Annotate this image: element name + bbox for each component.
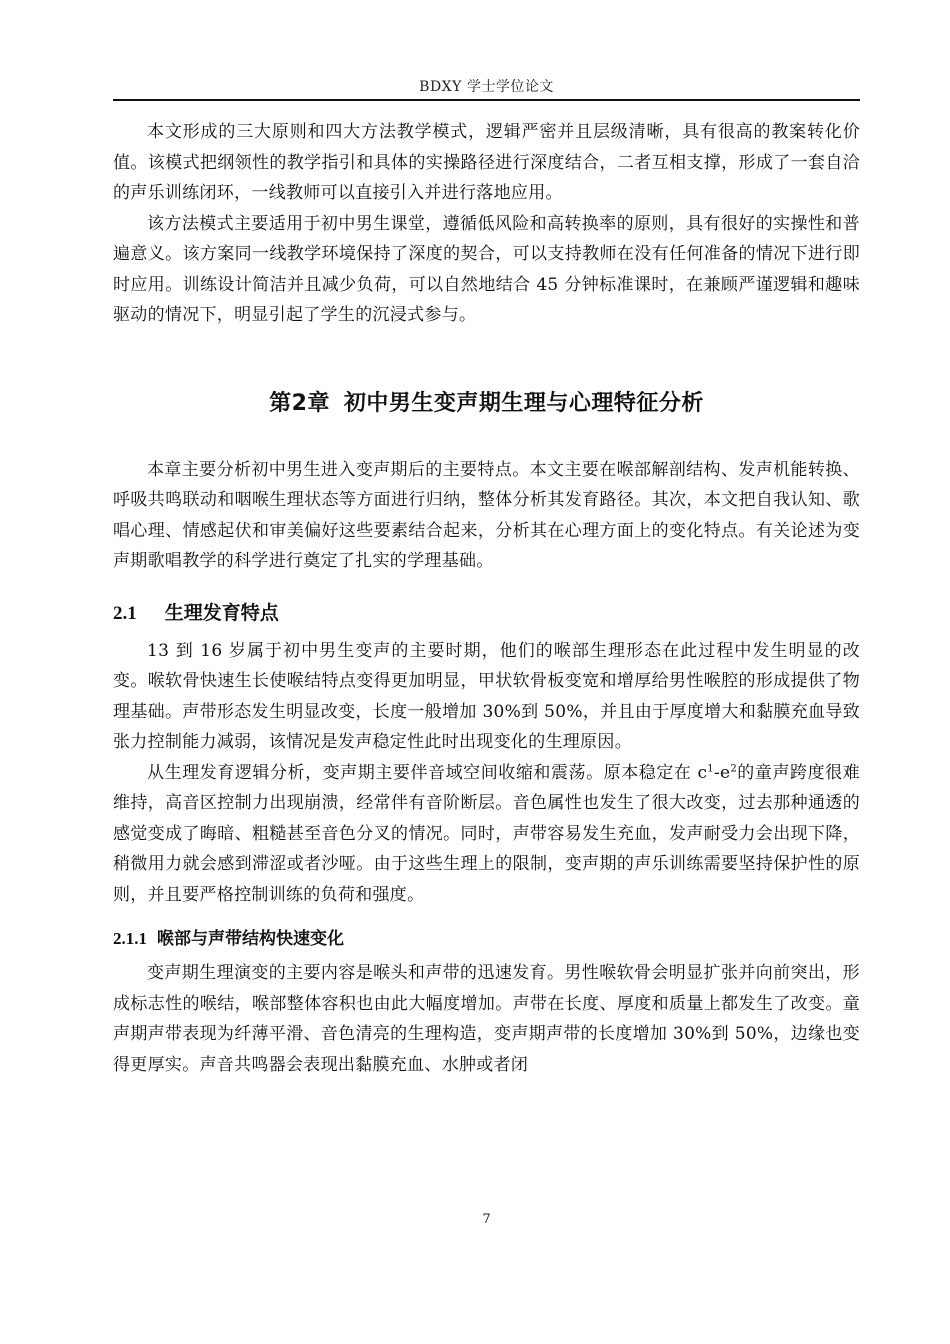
section-title: 生理发育特点 xyxy=(164,601,279,624)
para2-text-before: 从生理发育逻辑分析，变声期主要伴音域空间收缩和震荡。原本稳定在 c xyxy=(147,762,708,783)
running-header: BDXY 学士学位论文 xyxy=(419,79,554,95)
pitch-superscript-1: 1 xyxy=(707,762,714,774)
page-number: 7 xyxy=(482,1212,491,1227)
pitch-superscript-2: 2 xyxy=(730,762,738,774)
section-number: 2.1 xyxy=(113,602,137,624)
para2-text-after: 的童声跨度很难维持，高音区控制力出现崩溃，经常伴有音阶断层。音色属性也发生了很大改变，过去那种通透的感觉变成了晦暗、粗糙甚至音色分叉的情况。同时，声带容易发生充血，发声耐受力会出现下降，稍微用力就会感到滞涩或者沙哑。由于这些生理上的限制，变声期的声乐训练需要坚持保护性的原则，并且要严格控制训练的负荷和强度。 xyxy=(113,762,860,905)
chapter-title: 初中男生变声期生理与心理特征分析 xyxy=(343,390,704,416)
subsection-heading xyxy=(113,924,860,954)
intro-paragraph-1: 本文形成的三大原则和四大方法教学模式，逻辑严密并且层级清晰，具有很高的教案转化价值。该模式把纲领性的教学指引和具体的实操路径进行深度结合，二者互相支撑，形成了一套自洽的声乐训练闭环，一线教师可以直接引入并进行落地应用。 xyxy=(113,122,860,203)
section-paragraph-1: 13 到 16 岁属于初中男生变声的主要时期，他们的喉部生理形态在此过程中发生明显的改变。喉软骨快速生长使喉结特点变得更加明显，甲状软骨板变宽和增厚给男性喉腔的形成提供了物理基础。声带形态发生明显改变，长度一般增加 30%到 50%，并且由于厚度增大和黏膜充血导致张力控制能力减弱，该情况是发声稳定性此时出现变化的生理原因。 xyxy=(113,640,860,752)
section-heading xyxy=(113,597,860,630)
chapter-intro-paragraph: 本章主要分析初中男生进入变声期后的主要特点。本文主要在喉部解剖结构、发声机能转换、呼吸共鸣联动和咽喉生理状态等方面进行归纳，整体分析其发育路径。其次，本文把自我认知、歌唱心理、情感起伏和审美偏好这些要素结合起来，分析其在心理方面上的变化特点。有关论述为变声期歌唱教学的科学进行奠定了扎实的学理基础。 xyxy=(113,459,860,571)
chapter-heading xyxy=(113,387,860,421)
chapter-number: 第2章 xyxy=(269,390,330,416)
section-paragraph-2 xyxy=(113,758,860,911)
page-body xyxy=(113,117,860,1080)
subsection-title: 喉部与声带结构快速变化 xyxy=(157,929,344,949)
header-rule xyxy=(113,99,860,101)
subsection-number: 2.1.1 xyxy=(113,929,147,948)
intro-paragraph-2: 该方法模式主要适用于初中男生课堂，遵循低风险和高转换率的原则，具有很好的实操性和普遍意义。该方案同一线教学环境保持了深度的契合，可以支持教师在没有任何准备的情况下进行即时应用。训练设计简洁并且减少负荷，可以自然地结合 45 分钟标准课时，在兼顾严谨逻辑和趣味驱动的情况下，明显引起了学生的沉浸式参与。 xyxy=(113,213,860,325)
para2-text-mid: -e xyxy=(713,762,731,783)
subsection-paragraph: 变声期生理演变的主要内容是喉头和声带的迅速发育。男性喉软骨会明显扩张并向前突出，形成标志性的喉结，喉部整体容积也由此大幅度增加。声带在长度、厚度和质量上都发生了改变。童声期声带表现为纤薄平滑、音色清亮的生理构造，变声期声带的长度增加 30%到 50%，边缘也变得更厚实。声音共鸣器会表现出黏膜充血、水肿或者闭 xyxy=(113,963,860,1075)
